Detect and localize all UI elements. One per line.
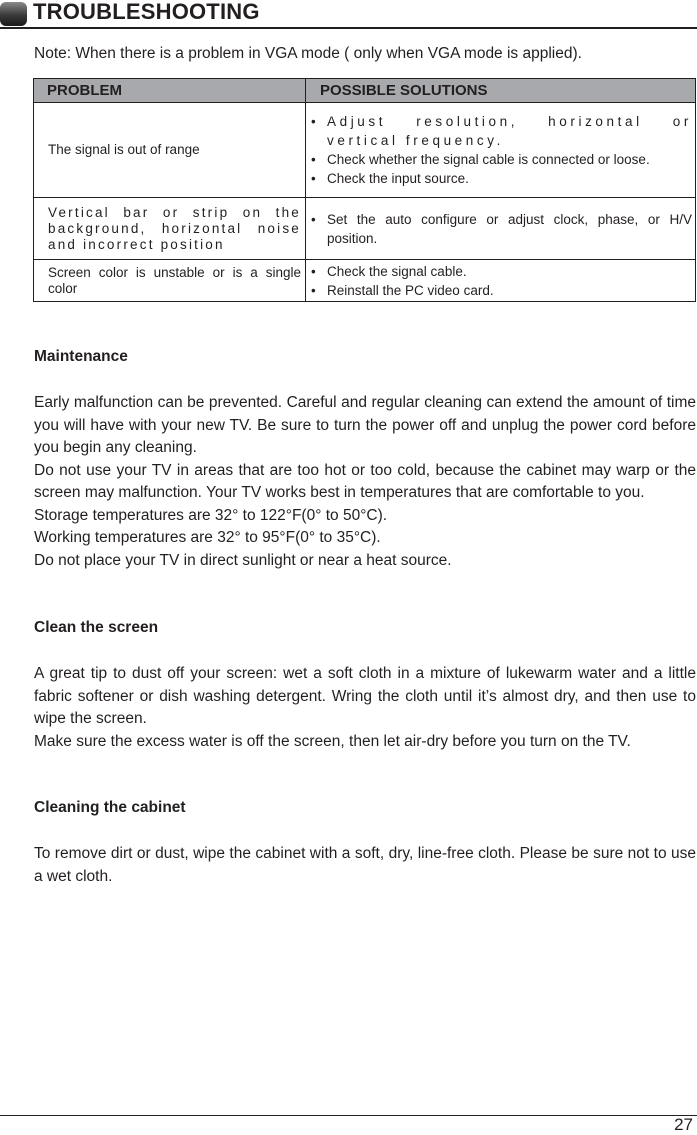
- table-row: [34, 260, 696, 302]
- clean-screen-heading: Clean the screen: [34, 619, 159, 636]
- list-item: • Check the signal cable.: [306, 262, 692, 281]
- maintenance-heading: Maintenance: [34, 348, 128, 365]
- page-title: TROUBLESHOOTING: [33, 0, 260, 24]
- list-item: • Check whether the signal cable is connected or loose.: [306, 150, 692, 169]
- problem-text: Screen color is unstable or is a single color: [48, 264, 301, 296]
- list-item: • Adjust resolution, horizontal or vertical frequency.: [306, 112, 692, 150]
- page-number: 27: [674, 1115, 693, 1134]
- paragraph: A great tip to dust off your screen: wet a soft cloth in a mixture of lukewarm water and a little fabric softener or dish washing detergent. Wring the cloth until it’s almost dry, and then use to wipe the screen.: [34, 665, 696, 727]
- column-header-problem: PROBLEM: [34, 79, 306, 103]
- list-item: • Set the auto configure or adjust clock, phase, or H/V position.: [306, 210, 692, 248]
- maintenance-body: [34, 392, 696, 572]
- clean-cabinet-heading: Cleaning the cabinet: [34, 799, 186, 816]
- solutions-list: [306, 262, 695, 300]
- problem-cell: [34, 198, 306, 260]
- paragraph: Do not use your TV in areas that are too hot or too cold, because the cabinet may warp or the screen may malfunction. Your TV works best in temperatures that are comfortable to you.: [34, 461, 696, 501]
- table-row: [34, 103, 696, 198]
- solutions-cell: [306, 198, 696, 260]
- solutions-cell: [306, 260, 696, 302]
- solutions-list: [306, 210, 695, 248]
- column-header-solutions: POSSIBLE SOLUTIONS: [306, 79, 696, 103]
- problem-cell: [34, 260, 306, 302]
- table-header-row: [34, 79, 696, 103]
- clean-cabinet-body: [34, 843, 696, 888]
- vga-note: Note: When there is a problem in VGA mode ( only when VGA mode is applied).: [34, 45, 582, 62]
- paragraph: To remove dirt or dust, wipe the cabinet with a soft, dry, line-free cloth. Please be sure not to use a wet cloth.: [34, 845, 696, 885]
- clean-screen-body: [34, 663, 696, 753]
- troubleshooting-table: [33, 78, 696, 302]
- solutions-list: [306, 112, 695, 188]
- list-item: • Check the input source.: [306, 169, 692, 188]
- solutions-cell: [306, 103, 696, 198]
- footer-divider: [0, 1115, 697, 1116]
- problem-text: Vertical bar or strip on the background, horizontal noise and incorrect position: [48, 204, 301, 252]
- page-header: [0, 0, 697, 28]
- problem-text: The signal is out of range: [48, 142, 200, 157]
- table-row: [34, 198, 696, 260]
- list-item: • Reinstall the PC video card.: [306, 281, 692, 300]
- paragraph: Do not place your TV in direct sunlight or near a heat source.: [34, 551, 452, 569]
- problem-cell: [34, 103, 306, 198]
- header-divider: [0, 27, 697, 29]
- section-badge-icon: [0, 2, 27, 26]
- paragraph: Working temperatures are 32° to 95°F(0° to 35°C).: [34, 529, 381, 546]
- paragraph: Early malfunction can be prevented. Careful and regular cleaning can extend the amount of time you will have with your new TV. Be sure to turn the power off and unplug the power cord before you begin any cleaning.: [34, 394, 696, 456]
- paragraph: Storage temperatures are 32° to 122°F(0° to 50°C).: [34, 506, 388, 524]
- paragraph: Make sure the excess water is off the screen, then let air-dry before you turn on the TV.: [34, 732, 631, 750]
